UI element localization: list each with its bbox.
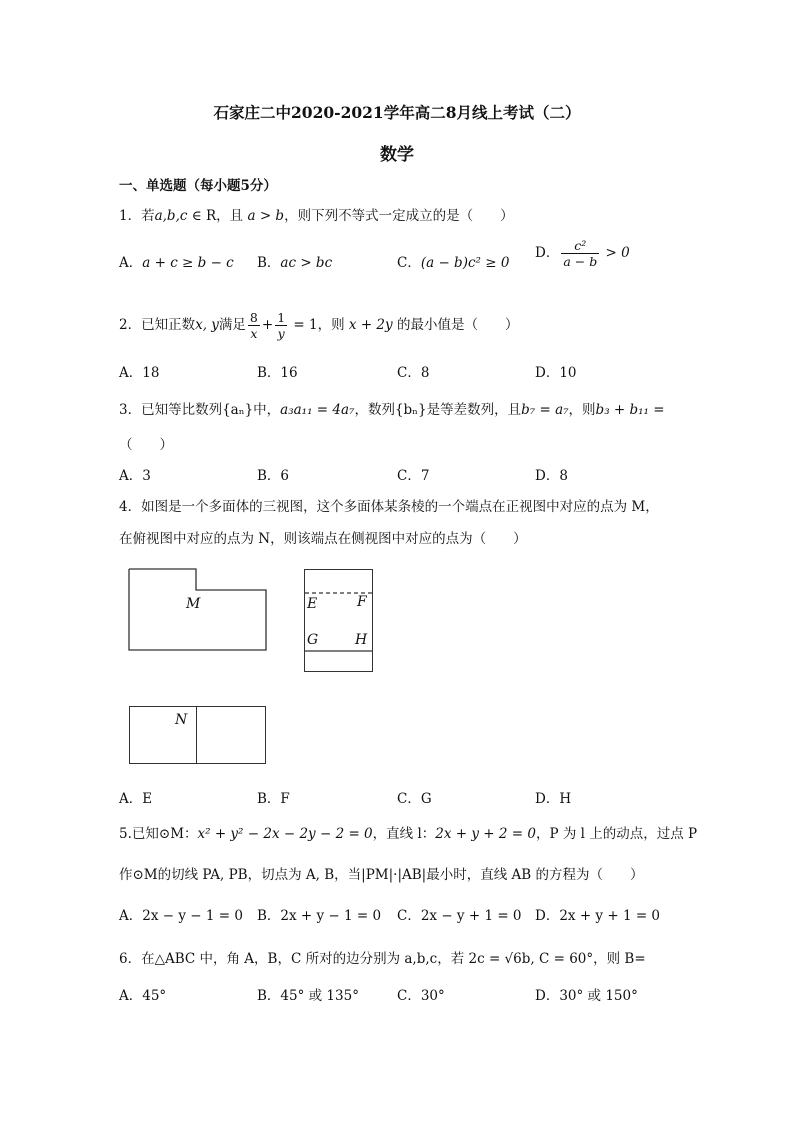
q1-a-expr: a + c ≥ b − c: [142, 255, 234, 271]
q1-pre: 若: [141, 208, 155, 224]
q1-mid: ∈ R，且: [187, 208, 248, 224]
q1-option-d[interactable]: [535, 238, 630, 269]
q1-d-denominator: a − b: [563, 254, 598, 269]
top-view-figure: [129, 706, 266, 764]
top-view-divider: [196, 706, 197, 764]
q1-option-a[interactable]: [119, 254, 234, 272]
q2-plus: +: [261, 317, 274, 333]
q5-line-2: 作⊙M的切线 PA, PB，切点为 A, B，当|PM|·|AB|最小时，直线 AB 的方程为（ ）: [119, 867, 644, 883]
option-letter: A．: [119, 255, 143, 271]
q2-eq: = 1，则: [289, 317, 349, 333]
q5-circle-eq: x² + y² − 2x − 2y − 2 = 0: [197, 826, 373, 842]
option-letter: B．: [257, 255, 281, 271]
q6-option-d[interactable]: D．30° 或 150°: [535, 988, 638, 1004]
section-title: 一、单选题（每小题5分）: [119, 178, 277, 194]
q4-option-c[interactable]: C．G: [397, 791, 432, 807]
q1-vars: a,b,c: [154, 208, 188, 224]
q2-f2-num: 1: [277, 310, 286, 325]
question-6: 6．在△ABC 中，角 A，B，C 所对的边分别为 a,b,c，若 2c = √6b, C = 60°，则 B=: [119, 951, 646, 967]
q2-number: 2．: [119, 317, 142, 333]
q2-option-a[interactable]: A．18: [119, 365, 160, 381]
q2-f1-num: 8: [249, 310, 258, 325]
option-letter: C．: [397, 255, 421, 271]
exam-title: 石家庄二中2020-2021学年高二8月线上考试（二）: [213, 103, 581, 122]
q2-post: 的最小值是（ ）: [392, 317, 519, 333]
q5-option-b[interactable]: B．2x + y − 1 = 0: [257, 908, 382, 924]
label-g: G: [307, 632, 319, 648]
q3-paren: （ ）: [119, 437, 173, 453]
label-e: E: [307, 596, 318, 612]
q3-number: 3．: [119, 402, 142, 418]
q5-option-a[interactable]: A．2x − y − 1 = 0: [119, 908, 243, 924]
q2-f2-den: y: [277, 326, 285, 341]
subject-title: 数学: [380, 145, 414, 165]
q2-fraction-1: [248, 310, 260, 341]
question-1: [119, 207, 514, 225]
q1-post: ，则下列不等式一定成立的是（ ）: [284, 208, 514, 224]
q3-expr3: b₃ + b₁₁ =: [595, 402, 665, 418]
q5-line-eq: 2x + y + 2 = 0: [435, 826, 536, 842]
q1-option-c[interactable]: [397, 254, 509, 272]
label-n: N: [175, 712, 188, 728]
q5-option-d[interactable]: D．2x + y + 1 = 0: [535, 908, 661, 924]
q2-fraction-2: [275, 310, 287, 341]
q4-line-1: 4．如图是一个多面体的三视图，这个多面体某条棱的一个端点在正视图中对应的点为 M，: [119, 499, 659, 515]
label-m: M: [186, 596, 201, 612]
question-5: [119, 825, 697, 843]
q2-pre: 已知正数: [141, 317, 196, 333]
q4-option-d[interactable]: D．H: [535, 791, 572, 807]
q3-text3: ，则: [568, 402, 596, 418]
q3-expr2: b₇ = a₇: [521, 402, 569, 418]
label-h: H: [355, 632, 368, 648]
q5-post: ，P 为 l 上的动点，过点 P: [535, 826, 698, 842]
q2-vars: x, y: [195, 317, 219, 333]
q1-c-expr: (a − b)c² ≥ 0: [420, 255, 510, 271]
q3-option-d[interactable]: D．8: [535, 468, 568, 484]
q3-option-b[interactable]: B．6: [257, 468, 290, 484]
q6-option-c[interactable]: C．30°: [397, 988, 445, 1004]
q5-pre: 5.已知⊙M：: [119, 826, 198, 842]
q4-line-2: 在俯视图中对应的点为 N，则该端点在侧视图中对应的点为（ ）: [119, 531, 527, 547]
q2-f1-den: x: [250, 326, 258, 341]
q2-option-c[interactable]: C．8: [397, 365, 430, 381]
option-letter: D．: [535, 245, 560, 261]
q1-number: 1．: [119, 208, 142, 224]
q2-option-b[interactable]: B．16: [257, 365, 298, 381]
q3-option-c[interactable]: C．7: [397, 468, 430, 484]
q5-mid: ，直线 l：: [372, 826, 436, 842]
q1-option-b[interactable]: [257, 254, 332, 272]
q3-expr1: a₃a₁₁ = 4a₇: [280, 402, 355, 418]
q4-option-a[interactable]: A．E: [119, 791, 153, 807]
q3-option-a[interactable]: A．3: [119, 468, 151, 484]
q2-expr: x + 2y: [348, 317, 393, 333]
label-f: F: [357, 594, 367, 610]
q3-text2: ，数列{bₙ}是等差数列，且: [354, 402, 522, 418]
q2-option-d[interactable]: D．10: [535, 365, 577, 381]
q6-option-b[interactable]: B．45° 或 135°: [257, 988, 359, 1004]
q4-option-b[interactable]: B．F: [257, 791, 290, 807]
q1-d-tail: > 0: [601, 245, 630, 261]
question-2: [119, 310, 518, 341]
q1-cond: a > b: [247, 208, 285, 224]
question-3: [119, 401, 665, 419]
q2-mid: 满足: [218, 317, 246, 333]
q3-text1: 已知等比数列{aₙ}中，: [141, 402, 281, 418]
q6-option-a[interactable]: A．45°: [119, 988, 167, 1004]
side-view-lines: [304, 569, 373, 672]
q1-d-numerator: c²: [561, 238, 599, 254]
q5-option-c[interactable]: C．2x − y + 1 = 0: [397, 908, 522, 924]
q1-d-fraction: [561, 238, 599, 269]
q1-b-expr: ac > bc: [280, 255, 333, 271]
